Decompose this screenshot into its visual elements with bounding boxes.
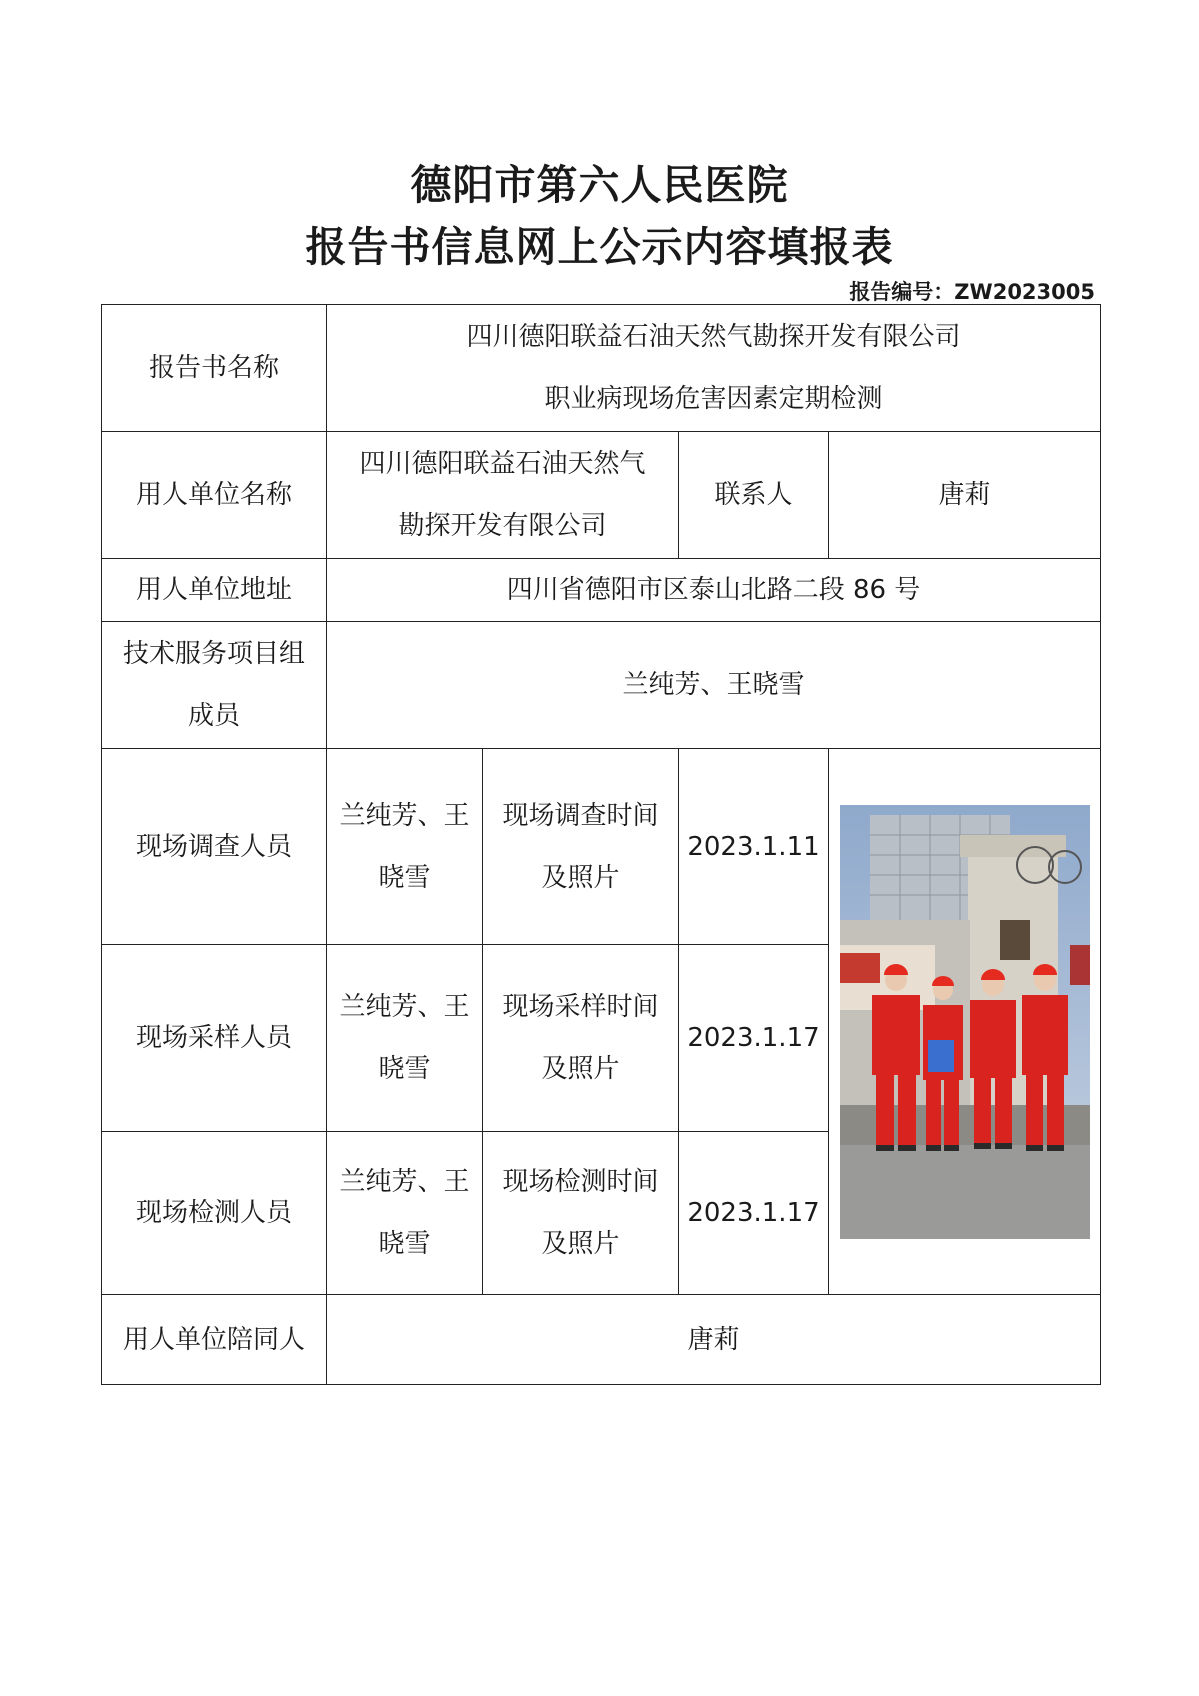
row-escort	[102, 1295, 1101, 1385]
value-sampling-people	[327, 945, 483, 1132]
value-survey-people	[327, 749, 483, 945]
label-contact: 联系人	[679, 432, 829, 559]
value-employer	[327, 432, 679, 559]
photo-cell	[829, 749, 1101, 1295]
value-escort: 唐莉	[327, 1295, 1101, 1385]
document-subtitle: 报告书信息网上公示内容填报表	[305, 223, 894, 271]
document-title: 德阳市第六人民医院	[410, 161, 789, 209]
label-team	[102, 622, 327, 749]
row-team	[102, 622, 1101, 749]
site-photo-icon	[840, 805, 1090, 1239]
label-survey: 现场调查人员	[102, 749, 327, 945]
testing-time-line1: 现场检测时间	[502, 1167, 659, 1197]
value-employer-line2: 勘探开发有限公司	[398, 511, 607, 541]
row-survey	[102, 749, 1101, 945]
report-table	[101, 304, 1101, 1385]
value-report-name-line1: 四川德阳联益石油天然气勘探开发有限公司	[466, 322, 961, 352]
label-employer: 用人单位名称	[102, 432, 327, 559]
value-address: 四川省德阳市区泰山北路二段 86 号	[327, 559, 1101, 622]
label-survey-time	[483, 749, 679, 945]
row-employer	[102, 432, 1101, 559]
survey-time-line1: 现场调查时间	[502, 800, 659, 831]
survey-people-line1: 兰纯芳、王	[339, 800, 470, 831]
value-survey-date: 2023.1.11	[679, 749, 829, 945]
testing-people-line1: 兰纯芳、王	[339, 1167, 470, 1197]
value-team: 兰纯芳、王晓雪	[327, 622, 1101, 749]
row-address	[102, 559, 1101, 622]
label-sampling-time	[483, 945, 679, 1132]
row-report-name	[102, 305, 1101, 432]
value-employer-line1: 四川德阳联益石油天然气	[359, 449, 646, 479]
label-team-line2: 成员	[187, 701, 240, 731]
survey-people-line2: 晓雪	[378, 862, 431, 893]
sampling-time-line1: 现场采样时间	[502, 992, 659, 1022]
survey-time-line2: 及照片	[541, 862, 620, 893]
value-contact: 唐莉	[829, 432, 1101, 559]
label-escort: 用人单位陪同人	[102, 1295, 327, 1385]
label-address: 用人单位地址	[102, 559, 327, 622]
label-report-name: 报告书名称	[102, 305, 327, 432]
sampling-people-line1: 兰纯芳、王	[339, 992, 470, 1022]
label-team-line1: 技术服务项目组	[122, 639, 305, 669]
label-testing-time	[483, 1132, 679, 1295]
value-testing-date: 2023.1.17	[679, 1132, 829, 1295]
sampling-people-line2: 晓雪	[378, 1054, 431, 1084]
value-sampling-date: 2023.1.17	[679, 945, 829, 1132]
label-sampling: 现场采样人员	[102, 945, 327, 1132]
testing-time-line2: 及照片	[541, 1229, 620, 1259]
value-testing-people	[327, 1132, 483, 1295]
testing-people-line2: 晓雪	[378, 1229, 431, 1259]
label-testing: 现场检测人员	[102, 1132, 327, 1295]
sampling-time-line2: 及照片	[541, 1054, 620, 1084]
value-report-name-line2: 职业病现场危害因素定期检测	[544, 384, 883, 414]
value-report-name	[327, 305, 1101, 432]
report-number: 报告编号：ZW2023005	[849, 280, 1095, 304]
